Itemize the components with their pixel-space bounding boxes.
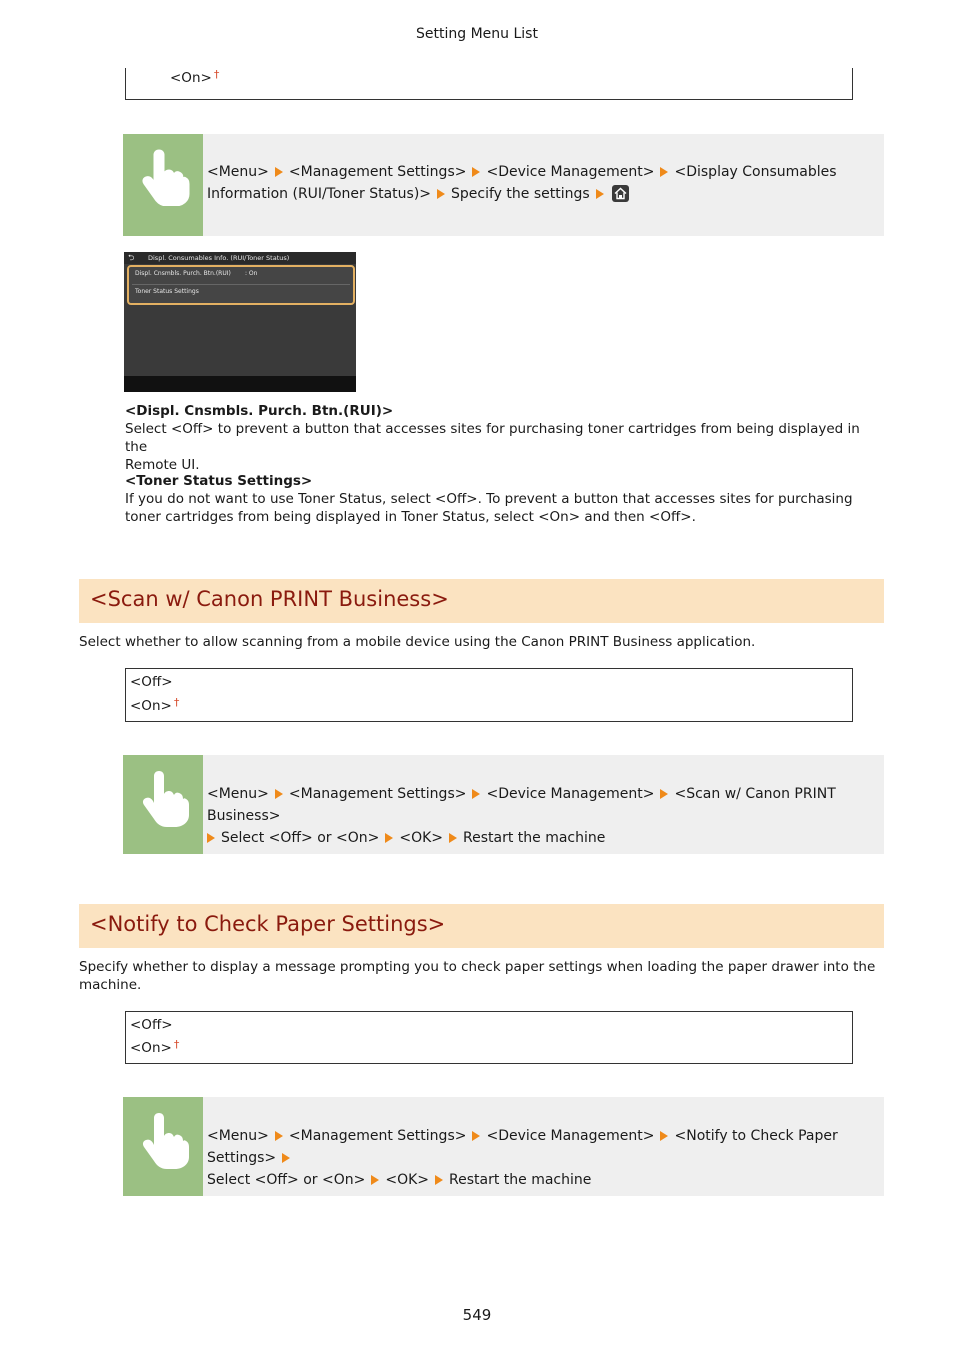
step-select-off-on: Select <Off> or <On> bbox=[221, 830, 380, 846]
arrow-icon bbox=[275, 789, 283, 799]
arrow-icon bbox=[371, 1175, 379, 1185]
step-ok: <OK> bbox=[399, 830, 444, 846]
screen-title: Displ. Consumables Info. (RUI/Toner Status) bbox=[148, 254, 290, 262]
section-intro-line: machine. bbox=[79, 977, 142, 993]
screen-row-divider bbox=[132, 284, 350, 285]
hand-pointer-icon bbox=[123, 134, 203, 236]
option-on-label: <On> bbox=[130, 1040, 172, 1056]
description-text: Select <Off> to prevent a button that accesses sites for purchasing toner cartridges from being displayed in the bbox=[125, 421, 860, 455]
arrow-icon bbox=[207, 833, 215, 843]
device-screen-screenshot bbox=[124, 252, 356, 392]
section-intro: Select whether to allow scanning from a mobile device using the Canon PRINT Business application. bbox=[79, 634, 756, 650]
arrow-icon bbox=[385, 833, 393, 843]
step-notify-paper: <Notify to Check Paper Settings> bbox=[207, 1128, 838, 1166]
arrow-icon bbox=[472, 789, 480, 799]
step-display-consumables: <Display Consumables bbox=[674, 164, 837, 180]
screen-settings-list bbox=[127, 265, 355, 305]
screen-row1-value: : On bbox=[245, 270, 258, 277]
step-specify-settings: Specify the settings bbox=[451, 186, 590, 202]
procedure-steps bbox=[207, 161, 876, 205]
step-restart: Restart the machine bbox=[463, 830, 606, 846]
arrow-icon bbox=[660, 789, 668, 799]
option-on-label: <On> bbox=[170, 70, 212, 86]
procedure-box-scan bbox=[123, 755, 884, 854]
home-icon bbox=[612, 185, 629, 202]
section-heading-bar bbox=[79, 579, 884, 623]
section-intro bbox=[79, 958, 879, 994]
description-title: <Displ. Cnsmbls. Purch. Btn.(RUI)> bbox=[125, 403, 394, 419]
hand-pointer-icon bbox=[123, 1097, 203, 1196]
hand-pointer-icon bbox=[123, 755, 203, 854]
screen-row-purchase-button bbox=[135, 269, 345, 279]
step-menu: <Menu> bbox=[207, 786, 269, 802]
option-on bbox=[130, 1038, 179, 1056]
step-device-management: <Device Management> bbox=[486, 786, 655, 802]
arrow-icon bbox=[472, 1131, 480, 1141]
arrow-icon bbox=[275, 1131, 283, 1141]
option-off: <Off> bbox=[130, 1017, 173, 1033]
default-dagger: † bbox=[173, 1038, 180, 1051]
step-select-off-on: Select <Off> or <On> bbox=[207, 1172, 366, 1188]
description-purchase-button bbox=[125, 402, 885, 474]
default-dagger: † bbox=[173, 696, 180, 709]
option-off: <Off> bbox=[130, 674, 173, 690]
arrow-icon bbox=[660, 1131, 668, 1141]
arrow-icon bbox=[449, 833, 457, 843]
options-box bbox=[125, 668, 853, 722]
step-management-settings: <Management Settings> bbox=[288, 164, 467, 180]
screen-row-toner-status bbox=[135, 287, 199, 297]
step-device-management: <Device Management> bbox=[486, 1128, 655, 1144]
arrow-icon bbox=[596, 189, 604, 199]
options-box-continued bbox=[125, 68, 853, 100]
procedure-box-display-consumables bbox=[123, 134, 884, 236]
section-heading-bar bbox=[79, 904, 884, 948]
page-header: Setting Menu List bbox=[416, 26, 538, 42]
option-on bbox=[130, 696, 179, 714]
description-text: Remote UI. bbox=[125, 457, 200, 473]
description-text: If you do not want to use Toner Status, select <Off>. To prevent a button that accesses sites for purchasing bbox=[125, 491, 853, 507]
description-toner-status bbox=[125, 472, 885, 526]
description-title: <Toner Status Settings> bbox=[125, 473, 313, 489]
arrow-icon bbox=[275, 167, 283, 177]
option-on bbox=[170, 68, 219, 86]
arrow-icon bbox=[437, 189, 445, 199]
screen-bottom-bar bbox=[124, 376, 356, 392]
page-number: 549 bbox=[462, 1306, 492, 1324]
section-heading: <Notify to Check Paper Settings> bbox=[90, 912, 446, 936]
step-restart: Restart the machine bbox=[449, 1172, 592, 1188]
arrow-icon bbox=[435, 1175, 443, 1185]
option-on-label: <On> bbox=[130, 698, 172, 714]
screen-titlebar bbox=[124, 252, 356, 264]
step-device-management: <Device Management> bbox=[486, 164, 655, 180]
screen-row2-label: Toner Status Settings bbox=[135, 288, 199, 295]
step-menu: <Menu> bbox=[207, 164, 269, 180]
options-box bbox=[125, 1011, 853, 1064]
back-icon: ⮌ bbox=[128, 253, 135, 262]
step-management-settings: <Management Settings> bbox=[288, 1128, 467, 1144]
default-dagger: † bbox=[213, 68, 220, 81]
arrow-icon bbox=[472, 167, 480, 177]
procedure-steps bbox=[207, 1125, 876, 1191]
step-ok: <OK> bbox=[385, 1172, 430, 1188]
procedure-steps bbox=[207, 783, 876, 849]
step-display-consumables-cont: Information (RUI/Toner Status)> bbox=[207, 186, 432, 202]
description-text: toner cartridges from being displayed in Toner Status, select <On> and then <Off>. bbox=[125, 509, 696, 525]
arrow-icon bbox=[660, 167, 668, 177]
screen-row1-label: Displ. Cnsmbls. Purch. Btn.(RUI) bbox=[135, 270, 231, 277]
arrow-icon bbox=[282, 1153, 290, 1163]
step-scan-canon: <Scan w/ Canon PRINT Business> bbox=[207, 786, 836, 824]
step-management-settings: <Management Settings> bbox=[288, 786, 467, 802]
section-intro-line: Specify whether to display a message prompting you to check paper settings when loading the paper drawer into the bbox=[79, 959, 876, 975]
step-menu: <Menu> bbox=[207, 1128, 269, 1144]
section-heading: <Scan w/ Canon PRINT Business> bbox=[90, 587, 449, 611]
procedure-box-notify bbox=[123, 1097, 884, 1196]
